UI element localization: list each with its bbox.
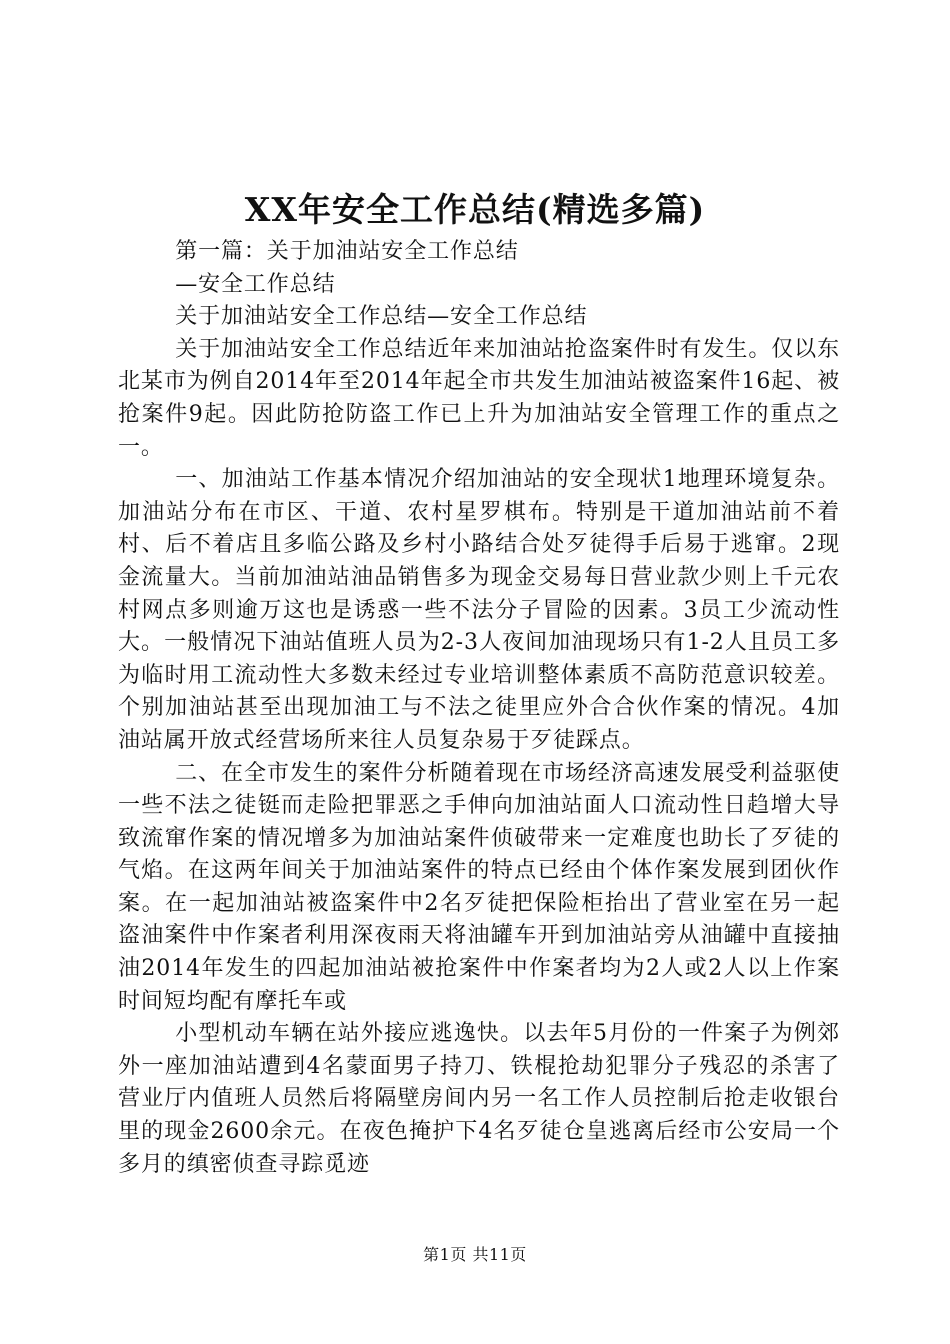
paragraph-section-one: 一、加油站工作基本情况介绍加油站的安全现状1地理环境复杂。加油站分布在市区、干道、农村星罗棋布。特别是干道加油站前不着村、后不着店且多临公路及乡村小路结合处歹徒得手后易于逃窜。2现金流量大。当前加油站油品销售多为现金交易每日营业款少则上千元农村网点多则逾万这也是诱惑一些不法分子冒险的因素。3员工少流动性大。一般情况下油站值班人员为2-3人夜间加油现场只有1-2人且员工多为临时用工流动性大多数未经过专业培训整体素质不高防范意识较差。个别加油站甚至出现加油工与不法之徒里应外合合伙作案的情况。4加油站属开放式经营场所来往人员复杂易于歹徒踩点。 xyxy=(118,467,840,753)
paragraph-section-two: 二、在全市发生的案件分析随着现在市场经济高速发展受利益驱使一些不法之徒铤而走险把罪恶之手伸向加油站面人口流动性日趋增大导致流窜作案的情况增多为加油站案件侦破带来一定难度也助长了歹徒的气焰。在这两年间关于加油站案件的特点已经由个体作案发展到团伙作案。在一起加油站被盗案件中2名歹徒把保险柜抬出了营业室在另一起盗油案件中作案者利用深夜雨天将油罐车开到加油站旁从油罐中直接抽油2014年发生的四起加油站被抢案件中作案者均为2人或2人以上作案时间短均配有摩托车或 xyxy=(118,760,840,1014)
section-subheading: —安全工作总结 xyxy=(175,271,336,297)
paragraph-continuation: 小型机动车辆在站外接应逃逸快。以去年5月份的一件案子为例郊外一座加油站遭到4名蒙面男子持刀、铁棍抢劫犯罪分子残忍的杀害了营业厅内值班人员然后将隔壁房间内另一名工作人员控制后抢走收银台里的现金2600余元。在夜色掩护下4名歹徒仓皇逃离后经市公安局一个多月的缜密侦查寻踪觅迹 xyxy=(118,1021,840,1177)
document-title: XX年安全工作总结(精选多篇) xyxy=(244,190,706,229)
article-title-line: 关于加油站安全工作总结—安全工作总结 xyxy=(175,304,588,330)
document-body xyxy=(118,236,840,1181)
page-footer: 第1页 共11页 xyxy=(423,1245,527,1264)
section-heading: 第一篇：关于加油站安全工作总结 xyxy=(175,239,519,264)
paragraph-intro: 关于加油站安全工作总结近年来加油站抢盗案件时有发生。仅以东北某市为例自2014年至2014年起全市共发生加油站被盗案件16起、被抢案件9起。因此防抢防盗工作已上升为加油站安全管理工作的重点之一。 xyxy=(118,336,840,460)
